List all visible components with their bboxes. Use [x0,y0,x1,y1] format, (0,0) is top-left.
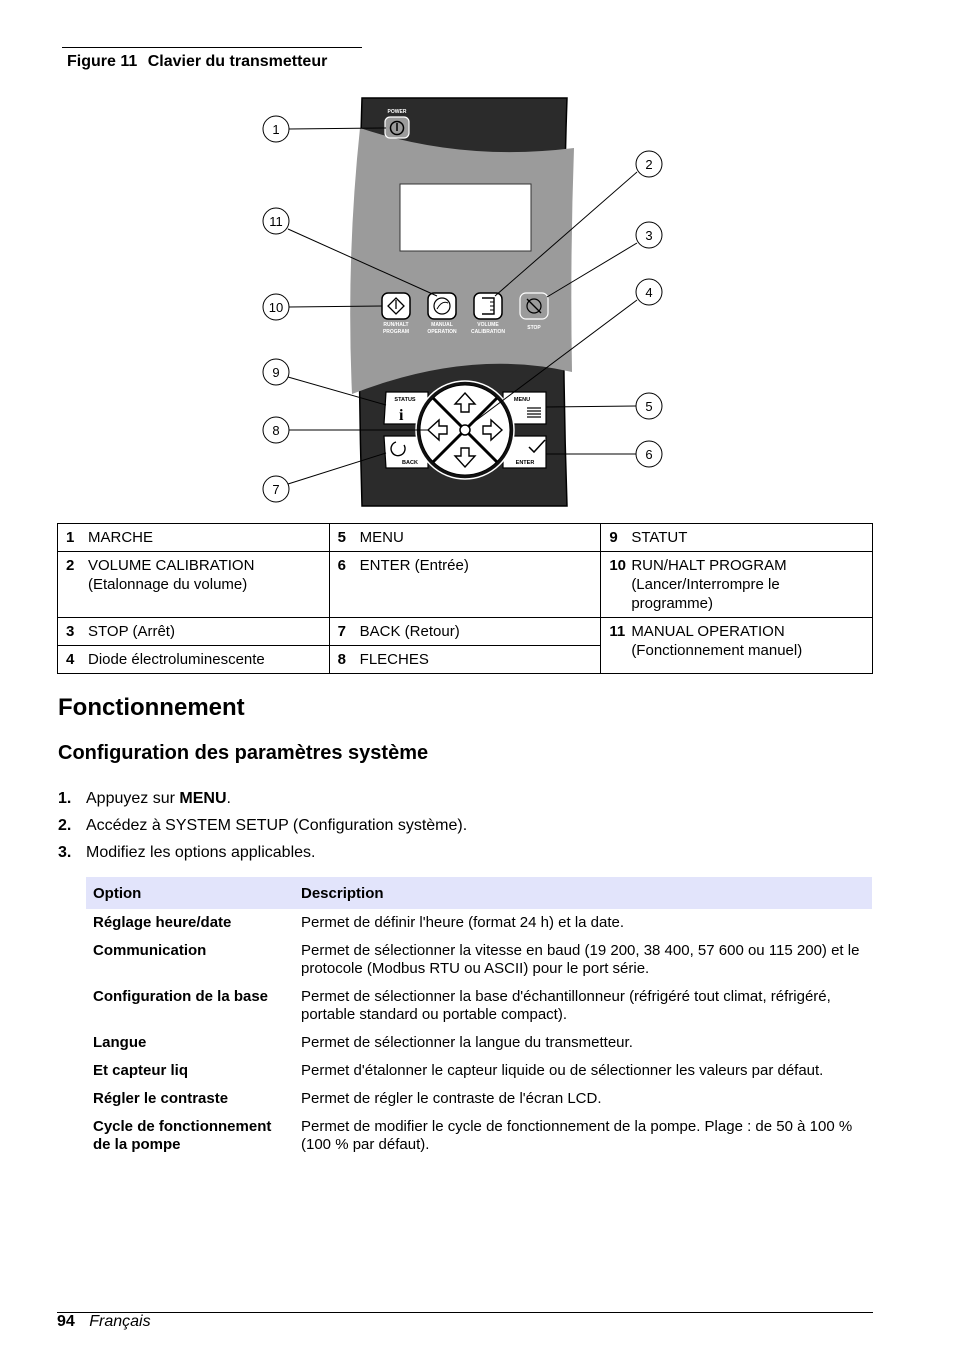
section-heading: Fonctionnement [58,694,245,721]
steps-list [58,788,467,869]
table-row [86,983,872,1029]
option-name: Configuration de la base [93,988,269,1005]
list-item [58,788,467,815]
table-row [58,618,873,646]
run-halt-label-1: RUN/HALT [383,322,409,328]
legend-number: 11 [609,623,626,640]
volume-label-1: VOLUME [477,322,499,328]
step-number: 1. [58,790,72,807]
legend-text: STOP (Arrêt) [88,623,175,640]
legend-number: 1 [66,529,75,546]
status-key-label: STATUS [394,397,416,403]
page-number: 94 [57,1313,75,1330]
legend-number: 9 [609,529,618,546]
legend-number: 6 [337,557,346,574]
legend-number: 3 [66,623,75,640]
run-halt-program-button [382,293,410,319]
callout-3-label: 3 [645,228,653,243]
stop-button [520,293,548,319]
legend-text: MARCHE [88,529,154,546]
step-bold-text: MENU [179,790,227,807]
legend-cell [601,618,873,674]
legend-cell [329,646,601,674]
option-name: Langue [93,1034,147,1051]
footer-rule [57,1312,873,1313]
legend-cell [58,618,330,646]
table-row [86,1085,872,1113]
callout-8-label: 8 [272,423,280,438]
legend-number: 10 [609,557,626,574]
options-table [86,877,872,1159]
legend-text: ENTER (Entrée) [359,557,469,574]
lcd-screen [400,184,531,251]
callout-2-label: 2 [645,157,653,172]
callout-7-label: 7 [272,482,280,497]
callout-11-label: 11 [269,214,283,229]
callout-1-label: 1 [272,122,280,137]
legend-cell [601,552,873,618]
menu-key-label: MENU [513,397,531,403]
legend-text: MENU [359,529,404,546]
list-item [58,815,467,842]
option-name: Cycle de fonctionnement de la pompe [93,1118,272,1153]
legend-cell [58,552,330,618]
manual-operation-button [428,293,456,319]
step-text: Accédez à SYSTEM SETUP (Configuration système). [86,817,468,834]
legend-cell [329,524,601,552]
legend-text: FLECHES [359,651,429,668]
option-description: Permet de sélectionner la base d'échantillonneur (réfrigéré tout climat, réfrigéré, portable standard ou portable compact). [301,988,831,1023]
step-text-end: . [226,790,231,807]
back-key-label: BACK [402,460,418,466]
keypad-grey-panel [350,128,574,394]
footer [57,1313,151,1331]
callout-9-label: 9 [272,365,280,380]
option-description: Permet de régler le contraste de l'écran LCD. [301,1090,602,1107]
led [460,425,470,435]
legend-number: 5 [337,529,346,546]
list-item [58,842,467,869]
keypad-illustration [0,0,954,520]
legend-text: STATUT [631,529,688,546]
legend-table [57,523,873,674]
legend-cell [58,524,330,552]
legend-text: RUN/HALT PROGRAM (Lancer/Interrompre le programme) [631,557,787,612]
volume-calibration-button [474,293,502,319]
power-key-label: POWER [387,109,407,115]
option-description: Permet de définir l'heure (format 24 h) et la date. [301,914,625,931]
table-row [86,1029,872,1057]
legend-text: Diode électroluminescente [88,651,265,668]
manual-label-2: OPERATION [427,329,457,335]
table-row [86,1057,872,1085]
callout-4-label: 4 [645,285,653,300]
table-header-row [86,877,872,909]
legend-text: MANUAL OPERATION (Fonctionnement manuel) [631,623,803,659]
step-text: Modifiez les options applicables. [86,844,316,861]
stop-label: STOP [527,325,541,331]
option-description: Permet de sélectionner la langue du transmetteur. [301,1034,633,1051]
option-name: Régler le contraste [93,1090,229,1107]
table-row [86,937,872,983]
option-description: Permet de sélectionner la vitesse en baud (19 200, 38 400, 57 600 ou 115 200) et le protocole (Modbus RTU ou ASCII) pour le port série. [301,942,860,977]
column-header-option: Option [86,877,294,909]
legend-number: 2 [66,557,75,574]
option-description: Permet d'étalonner le capteur liquide ou de sélectionner les valeurs par défaut. [301,1062,824,1079]
step-number: 2. [58,817,72,834]
legend-text: BACK (Retour) [359,623,460,640]
table-row [86,1113,872,1159]
figure-number: Figure 11 [67,53,138,70]
legend-number: 8 [337,651,346,668]
callout-6-label: 6 [645,447,653,462]
legend-cell [329,618,601,646]
legend-number: 7 [337,623,346,640]
legend-text: VOLUME CALIBRATION (Etalonnage du volume) [88,557,255,593]
run-halt-label-2: PROGRAM [382,329,410,335]
option-name: Réglage heure/date [93,914,232,931]
column-header-description: Description [294,877,872,909]
figure-title: Clavier du transmetteur [147,53,328,70]
subsection-heading: Configuration des paramètres système [58,742,429,764]
volume-label-2: CALIBRATION [470,329,506,335]
table-row [58,524,873,552]
footer-language: Français [89,1313,151,1330]
legend-cell [58,646,330,674]
option-name: Communication [93,942,207,959]
table-row [58,552,873,618]
option-name: Et capteur liq [93,1062,189,1079]
callout-5-label: 5 [645,399,653,414]
option-description: Permet de modifier le cycle de fonctionnement de la pompe. Plage : de 50 à 100 % (100 % par défaut). [301,1118,853,1153]
enter-key-label: ENTER [515,460,535,466]
callout-10-label: 10 [268,300,284,315]
legend-number: 4 [66,651,75,668]
step-number: 3. [58,844,72,861]
table-row [86,909,872,937]
legend-cell [601,524,873,552]
legend-cell [329,552,601,618]
manual-label-1: MANUAL [431,322,453,328]
step-text: Appuyez sur [86,790,180,807]
info-icon: i [399,407,404,424]
